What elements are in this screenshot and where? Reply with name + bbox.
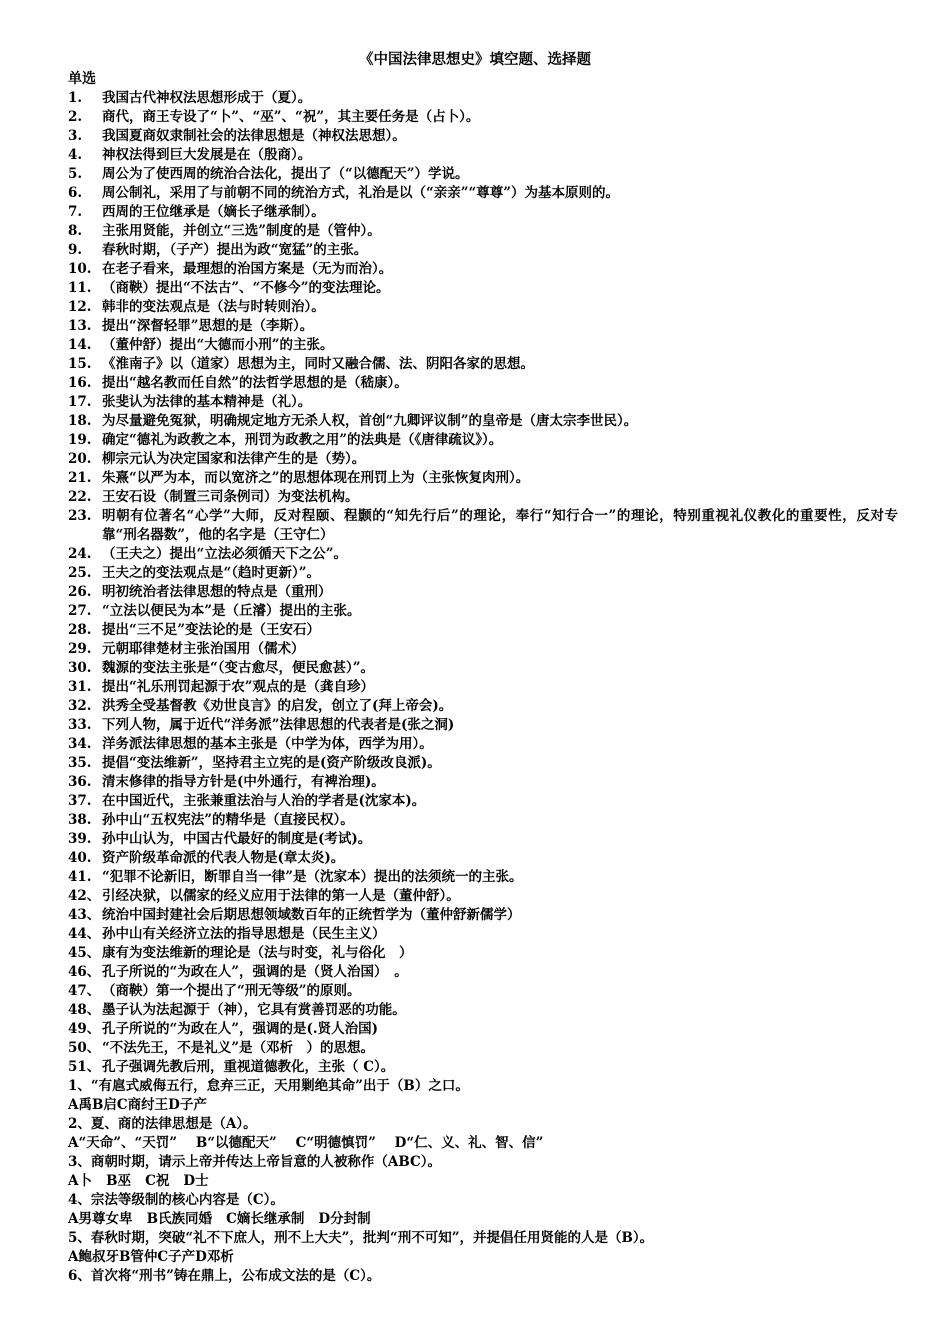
question-number: 46、	[68, 964, 101, 980]
question-number: 25.	[68, 565, 92, 581]
question-item	[68, 279, 898, 298]
question-text: 在老子看来，最理想的治国方案是（无为而治）。	[102, 261, 393, 277]
question-item	[68, 108, 898, 127]
question-item	[68, 887, 898, 906]
question-text: 春秋时期，（子产）提出为政“宽猛”的主张。	[102, 242, 368, 258]
question-text: 提倡“变法维新”，坚持君主立宪的是(资产阶级改良派)。	[102, 755, 441, 771]
question-number: 37.	[68, 793, 92, 809]
choice-question: 3、商朝时期，请示上帝并传达上帝旨意的人被称作（ABC）。	[68, 1154, 442, 1170]
question-item	[68, 431, 898, 450]
question-text: 朱熹“以严为本，而以宽济之”的思想体现在刑罚上为（主张恢复肉刑）。	[102, 470, 530, 486]
question-number: 3.	[68, 128, 83, 144]
question-item	[68, 773, 898, 792]
question-number: 19.	[68, 432, 92, 448]
question-item	[68, 716, 898, 735]
question-text: 提出“深督轻罪”思想的是（李斯）。	[102, 318, 314, 334]
question-item	[68, 792, 898, 811]
question-text: 元朝耶律楚材主张治国用（儒术）	[102, 641, 305, 657]
question-text: 提出“三不足”变法论的是（王安石）	[102, 622, 321, 638]
question-number: 32.	[68, 698, 92, 714]
question-number: 26.	[68, 584, 92, 600]
question-number: 21.	[68, 470, 92, 486]
question-number: 1.	[68, 90, 83, 106]
question-item	[68, 355, 898, 374]
question-number: 30.	[68, 660, 92, 676]
question-item	[68, 450, 898, 469]
question-text: 明初统治者法律思想的特点是（重刑）	[102, 584, 332, 600]
question-text: 明朝有位著名“心学”大师，反对程颐、程颢的“知先行后”的理论，奉行“知行合一”的理论，特别重视礼仪教化的重要性，反对专靠“刑名器数”，他的名字是（王守仁）	[102, 508, 898, 543]
question-item	[68, 507, 898, 545]
choice-options: A禹B启C商纣王D子产	[68, 1097, 207, 1113]
question-item	[68, 374, 898, 393]
question-text: 洪秀全受基督教《劝世良言》的启发，创立了(拜上帝会)。	[102, 698, 453, 714]
question-text: 清末修律的指导方针是(中外通行，有裨治理)。	[102, 774, 385, 790]
choice-options: A鲍叔牙B管仲C子产D邓析	[68, 1249, 234, 1265]
question-number: 28.	[68, 622, 92, 638]
question-text: 提出“越名教而任自然”的法哲学思想的是（嵇康）。	[102, 375, 408, 391]
question-text: 王夫之的变法观点是“（趋时更新）”。	[102, 565, 321, 581]
question-item	[68, 982, 898, 1001]
question-number: 10.	[68, 261, 92, 277]
question-text: 墨子认为法起源于（神），它具有赏善罚恶的功能。	[102, 1002, 406, 1018]
question-text: 孔子所说的“为政在人”，强调的是（贤人治国） 。	[102, 964, 408, 980]
question-number: 33.	[68, 717, 92, 733]
question-item	[68, 868, 898, 887]
choice-question: 6、首次将“刑书”铸在鼎上，公布成文法的是（C）。	[68, 1268, 381, 1284]
question-item	[68, 184, 898, 203]
question-text: “犯罪不论新旧，断罪自当一律”是（沈家本）提出的法须统一的主张。	[102, 869, 523, 885]
question-number: 7.	[68, 204, 83, 220]
question-number: 20.	[68, 451, 92, 467]
question-text: “立法以便民为本”是（丘濬）提出的主张。	[102, 603, 361, 619]
question-text: 西周的王位继承是（嫡长子继承制）。	[102, 204, 325, 220]
question-text: 张斐认为法律的基本精神是（礼）。	[102, 394, 312, 410]
question-item	[68, 89, 898, 108]
question-number: 45、	[68, 945, 101, 961]
question-number: 24.	[68, 546, 92, 562]
question-item	[68, 222, 898, 241]
question-number: 14.	[68, 337, 92, 353]
question-text: 为尽量避免冤狱，明确规定地方无杀人权，首创“九卿评议制”的皇帝是（唐太宗李世民）。	[102, 413, 638, 429]
question-text: 孙中山认为，中国古代最好的制度是(考试)。	[102, 831, 372, 847]
question-number: 16.	[68, 375, 92, 391]
choice-options: A男尊女卑 B氏族同婚 C嫡长继承制 D分封制	[68, 1211, 371, 1227]
question-number: 51、	[68, 1059, 101, 1075]
question-number: 31.	[68, 679, 92, 695]
question-item	[68, 488, 898, 507]
question-item	[68, 678, 898, 697]
question-number: 36.	[68, 774, 92, 790]
question-text: 资产阶级革命派的代表人物是(章太炎)。	[102, 850, 345, 866]
question-text: 王安石设（制置三司条例司）为变法机构。	[102, 489, 359, 505]
question-text: 我国夏商奴隶制社会的法律思想是（神权法思想）。	[102, 128, 406, 144]
question-number: 5.	[68, 166, 83, 182]
question-number: 40.	[68, 850, 92, 866]
question-text: 商代，商王专设了“卜”、“巫”、“祝”，其主要任务是（占卜）。	[102, 109, 480, 125]
question-number: 17.	[68, 394, 92, 410]
question-item	[68, 317, 898, 336]
question-text: （商鞅）第一个提出了“刑无等级”的原则。	[102, 983, 361, 999]
question-number: 38.	[68, 812, 92, 828]
question-number: 39.	[68, 831, 92, 847]
question-text: （商鞅）提出“不法古”、“不修今”的变法理论。	[102, 280, 390, 296]
choice-options: A“天命”、“天罚” B“以德配天” C“明德慎罚” D“仁、义、礼、智、信”	[68, 1135, 544, 1151]
question-text: 下列人物，属于近代“洋务派”法律思想的代表者是(张之洞)	[102, 717, 455, 733]
question-number: 41.	[68, 869, 92, 885]
question-text: 孙中山有关经济立法的指导思想是（民生主义）	[102, 926, 386, 942]
question-item	[68, 754, 898, 773]
question-text: 孔子强调先教后刑，重视道德教化，主张（ C）。	[102, 1059, 395, 1075]
question-item	[68, 830, 898, 849]
question-item	[68, 906, 898, 925]
question-text: 提出“礼乐刑罚起源于农”观点的是（龚自珍）	[102, 679, 375, 695]
question-item	[68, 621, 898, 640]
document-title: 《中国法律思想史》填空题、选择题	[359, 51, 591, 68]
question-text: 韩非的变法观点是（法与时转则治）。	[102, 299, 325, 315]
question-text: 周公为了使西周的统治合法化，提出了（“以德配天”）学说。	[102, 166, 469, 182]
question-item	[68, 146, 898, 165]
question-item	[68, 583, 898, 602]
question-number: 50、	[68, 1040, 101, 1056]
question-text: 引经决狱，以儒家的经义应用于法律的第一人是（董仲舒）。	[102, 888, 460, 904]
question-number: 11.	[68, 280, 92, 296]
question-item	[68, 241, 898, 260]
question-item	[68, 165, 898, 184]
question-item	[68, 203, 898, 222]
question-item	[68, 1020, 898, 1039]
document-body	[68, 70, 898, 1286]
fill-in-question-list	[68, 89, 898, 1077]
question-text: 周公制礼，采用了与前朝不同的统治方式，礼治是以（“亲亲”“尊尊”）为基本原则的。	[102, 185, 620, 201]
question-number: 15.	[68, 356, 92, 372]
question-text: 我国古代神权法思想形成于（夏）。	[102, 90, 312, 106]
choice-options: A卜 B巫 C祝 D士	[68, 1173, 209, 1189]
choice-question: 4、宗法等级制的核心内容是（C）。	[68, 1192, 284, 1208]
question-number: 47、	[68, 983, 101, 999]
question-text: 统治中国封建社会后期思想领域数百年的正统哲学为（董仲舒新儒学）	[102, 907, 521, 923]
question-text: 魏源的变法主张是“（变古愈尽，便民愈甚）”。	[102, 660, 375, 676]
question-number: 48、	[68, 1002, 101, 1018]
question-text: 孔子所说的“为政在人”，强调的是(.贤人治国)	[102, 1021, 379, 1037]
question-number: 43、	[68, 907, 101, 923]
question-text: （董仲舒）提出“大德而小刑”的主张。	[102, 337, 334, 353]
question-number: 4.	[68, 147, 83, 163]
choice-question: 2、夏、商的法律思想是（A）。	[68, 1116, 257, 1132]
question-text: 神权法得到巨大发展是在（殷商）。	[102, 147, 312, 163]
question-item	[68, 640, 898, 659]
question-number: 42、	[68, 888, 101, 904]
question-number: 9.	[68, 242, 83, 258]
question-item	[68, 564, 898, 583]
question-item	[68, 735, 898, 754]
question-item	[68, 963, 898, 982]
question-item	[68, 659, 898, 678]
question-text: 主张用贤能，并创立“三选”制度的是（管仲）。	[102, 223, 381, 239]
question-number: 27.	[68, 603, 92, 619]
question-number: 34.	[68, 736, 92, 752]
question-item	[68, 1001, 898, 1020]
question-number: 44、	[68, 926, 101, 942]
question-number: 18.	[68, 413, 92, 429]
section-heading: 单选	[68, 71, 96, 87]
question-text: 柳宗元认为决定国家和法律产生的是（势）。	[102, 451, 366, 467]
question-number: 8.	[68, 223, 83, 239]
choice-question: 5、春秋时期，突破“礼不下庶人，刑不上大夫”，批判“刑不可知”，并提倡任用贤能的人是（B）。	[68, 1230, 654, 1246]
question-item	[68, 602, 898, 621]
question-item	[68, 393, 898, 412]
question-text: 孙中山“五权宪法”的精华是（直接民权）。	[102, 812, 354, 828]
choice-question: 1、“有扈式威侮五行，怠弃三正，天用剿绝其命”出于（B）之口。	[68, 1078, 469, 1094]
question-text: “不法先王，不是礼义”是（邓析 ）的思想。	[102, 1040, 375, 1056]
question-number: 23.	[68, 508, 92, 524]
question-text: 洋务派法律思想的基本主张是（中学为体，西学为用）。	[102, 736, 433, 752]
question-text: （王夫之）提出“立法必须循天下之公”。	[102, 546, 348, 562]
question-item	[68, 1039, 898, 1058]
question-text: 《淮南子》以（道家）思想为主，同时又融合儒、法、阴阳各家的思想。	[102, 356, 534, 372]
question-number: 12.	[68, 299, 92, 315]
question-item	[68, 925, 898, 944]
question-item	[68, 469, 898, 488]
question-text: 康有为变法维新的理论是（法与时变，礼与俗化 ）	[102, 945, 413, 961]
question-number: 49、	[68, 1021, 101, 1037]
question-number: 2.	[68, 109, 83, 125]
question-number: 35.	[68, 755, 92, 771]
question-text: 确定“德礼为政教之本，刑罚为政教之用”的法典是（《唐律疏议》）。	[102, 432, 503, 448]
question-item	[68, 944, 898, 963]
question-number: 22.	[68, 489, 92, 505]
question-item	[68, 1058, 898, 1077]
question-item	[68, 336, 898, 355]
question-item	[68, 697, 898, 716]
question-number: 29.	[68, 641, 92, 657]
question-number: 13.	[68, 318, 92, 334]
question-item	[68, 849, 898, 868]
question-item	[68, 545, 898, 564]
question-item	[68, 127, 898, 146]
question-number: 6.	[68, 185, 83, 201]
question-item	[68, 811, 898, 830]
question-item	[68, 260, 898, 279]
question-item	[68, 412, 898, 431]
choice-question-list	[68, 1077, 898, 1286]
question-text: 在中国近代，主张兼重法治与人治的学者是(沈家本)。	[102, 793, 426, 809]
question-item	[68, 298, 898, 317]
